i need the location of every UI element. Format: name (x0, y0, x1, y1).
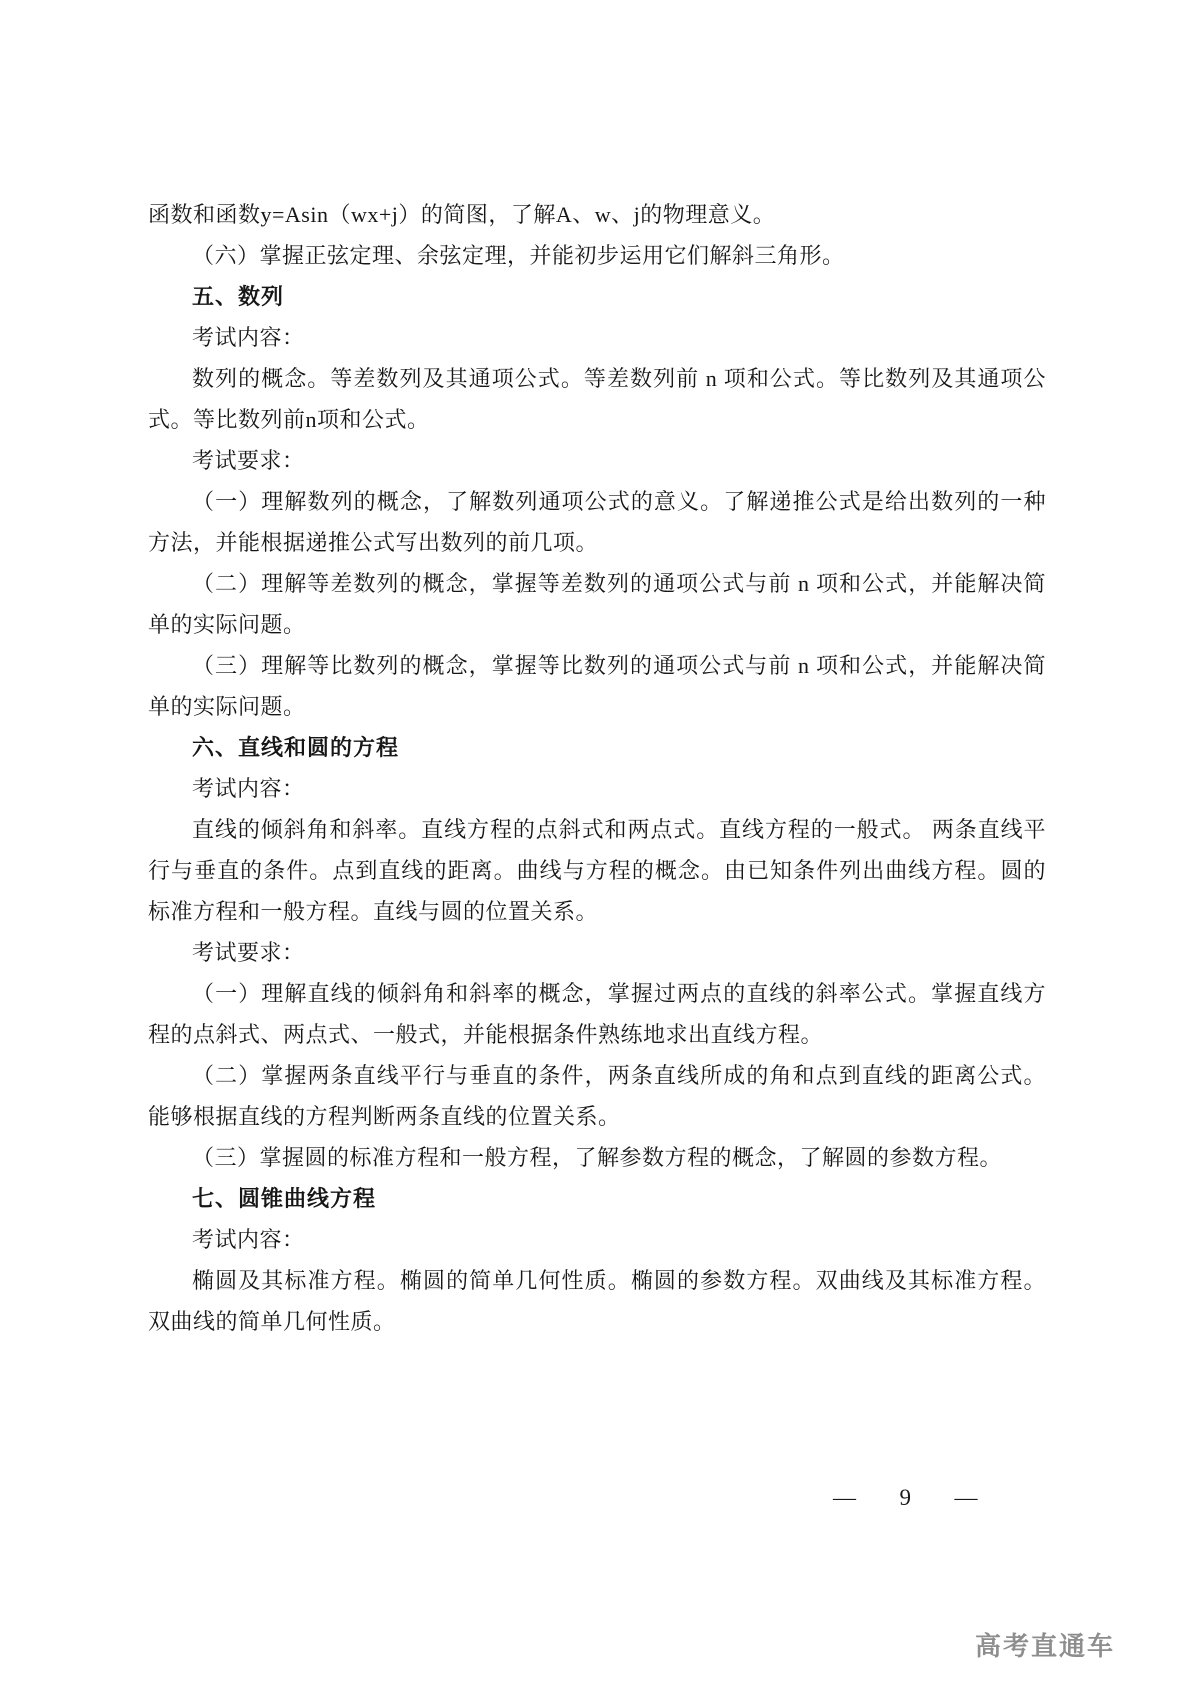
page-number: — 9 — (833, 1485, 978, 1510)
paragraph: 考试要求： (192, 448, 305, 473)
paragraph: 考试内容： (192, 1227, 305, 1252)
paragraph: 椭圆及其标准方程。椭圆的简单几何性质。椭圆的参数方程。双曲线及其标准方程。双曲线的简单几何性质。 (148, 1268, 1046, 1334)
document-body (148, 194, 1046, 1342)
paragraph: （三）理解等比数列的概念，掌握等比数列的通项公式与前 n 项和公式，并能解决简单的实际问题。 (148, 653, 1046, 719)
paragraph: （二）掌握两条直线平行与垂直的条件，两条直线所成的角和点到直线的距离公式。能够根据直线的方程判断两条直线的位置关系。 (148, 1063, 1046, 1129)
paragraph: 考试内容： (192, 776, 305, 801)
paragraph: 数列的概念。等差数列及其通项公式。等差数列前 n 项和公式。等比数列及其通项公式。等比数列前n项和公式。 (148, 366, 1046, 432)
section-heading: 五、数列 (192, 284, 285, 309)
paragraph: 考试要求： (192, 940, 305, 965)
section-heading: 六、直线和圆的方程 (192, 735, 400, 760)
watermark: 高考直通车 (974, 1631, 1115, 1661)
paragraph: （六）掌握正弦定理、余弦定理，并能初步运用它们解斜三角形。 (192, 243, 845, 268)
paragraph: （一）理解数列的概念，了解数列通项公式的意义。了解递推公式是给出数列的一种方法，并能根据递推公式写出数列的前几项。 (148, 489, 1046, 555)
paragraph: （一）理解直线的倾斜角和斜率的概念，掌握过两点的直线的斜率公式。掌握直线方程的点斜式、两点式、一般式，并能根据条件熟练地求出直线方程。 (148, 981, 1046, 1047)
section-heading: 七、圆锥曲线方程 (192, 1186, 377, 1211)
paragraph: 考试内容： (192, 325, 305, 350)
paragraph: 函数和函数y=Asin（wx+j）的简图，了解A、w、j的物理意义。 (148, 202, 776, 227)
paragraph: （二）理解等差数列的概念，掌握等差数列的通项公式与前 n 项和公式，并能解决简单的实际问题。 (148, 571, 1046, 637)
paragraph: 直线的倾斜角和斜率。直线方程的点斜式和两点式。直线方程的一般式。 两条直线平行与垂直的条件。点到直线的距离。曲线与方程的概念。由已知条件列出曲线方程。圆的标准方程和一般方程。直线与圆的位置关系。 (148, 817, 1046, 924)
paragraph: （三）掌握圆的标准方程和一般方程，了解参数方程的概念，了解圆的参数方程。 (192, 1145, 1003, 1170)
